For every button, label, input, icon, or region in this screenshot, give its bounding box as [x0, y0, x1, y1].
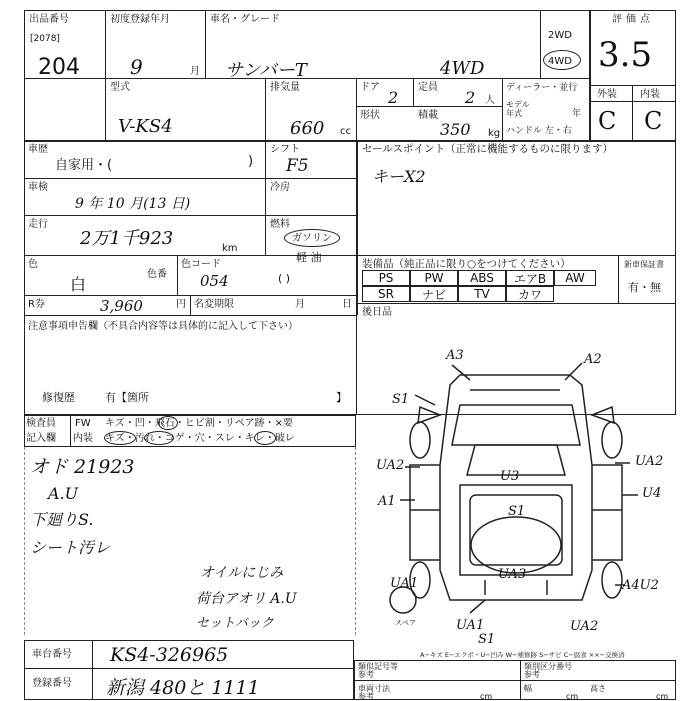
drive-2wd: 2WD	[548, 30, 572, 41]
divider	[190, 295, 191, 315]
equipment-item: PS	[362, 270, 410, 286]
note-line-2: A.U	[48, 484, 79, 503]
inspection: 9 年 10 月(13 日)	[75, 196, 191, 212]
interior-label: 内装	[640, 89, 660, 100]
color-code-label: 色コード	[181, 259, 221, 270]
damage-mark: S1	[478, 632, 496, 647]
ac-label: 冷房	[270, 182, 290, 193]
f-height-unit: cm	[656, 692, 669, 701]
chassis-number: KS4-326965	[110, 644, 229, 666]
exterior-grade: C	[598, 107, 617, 135]
dealer-label: ディーラー・並行	[506, 83, 578, 93]
fuel-selected-circle	[284, 229, 340, 247]
drive-4wd: 4WD	[548, 56, 572, 67]
usage-close: )	[248, 154, 254, 169]
sales-point-label: セールスポイント（正常に機能するものに限ります）	[362, 143, 614, 155]
damage-mark: A2	[584, 352, 602, 367]
f-width-unit: cm	[566, 692, 579, 701]
damage-mark: UA2	[570, 619, 599, 634]
divider	[177, 255, 178, 295]
divider	[589, 85, 676, 86]
mark-circle	[254, 431, 276, 445]
note-line-5: オイルにじみ	[200, 565, 284, 581]
f-ref-3: 参考	[358, 692, 374, 701]
guarantee-label: 新車保証書	[624, 260, 664, 269]
inspector-label-2: 記入欄	[26, 433, 56, 444]
note-line-4: シート汚レ	[30, 538, 111, 557]
equipment-item: エアB	[506, 270, 554, 286]
divider	[520, 660, 521, 700]
divider	[24, 255, 676, 256]
fuel-other: 軽 油	[296, 251, 322, 264]
name-change-day: 日	[342, 299, 352, 310]
color-code: 054	[200, 272, 229, 290]
inspector-label-1: 検査員	[26, 418, 56, 429]
model-year-label: モデル年式	[506, 100, 530, 118]
f-ref-2: 参考	[524, 670, 540, 679]
mileage-unit: km	[222, 243, 238, 254]
f-ref-1: 参考	[358, 670, 374, 679]
inspector-fw: FW	[75, 418, 91, 429]
divider	[354, 680, 676, 681]
inspector-row2-prefix: 内装	[73, 433, 93, 444]
lot-no-label: 出品番号	[29, 14, 69, 25]
note-line-7: セットバック	[196, 616, 274, 631]
spare-label: スペア	[395, 619, 416, 627]
capacity: 2	[465, 88, 476, 107]
repair-value: 有【箇所	[105, 391, 149, 404]
divider	[356, 140, 358, 315]
divider	[24, 315, 356, 316]
displacement-label: 排気量	[270, 82, 300, 93]
divider	[632, 85, 633, 140]
inspector-row1: キズ・凹・飛石・ヒビ割・リペア跡・×要	[105, 418, 293, 429]
damage-mark: U4	[642, 486, 662, 501]
divider	[92, 640, 93, 700]
handle-label: ハンドル 左・右	[506, 126, 572, 136]
reg-label: 登録番号	[32, 678, 72, 689]
displacement-unit: cc	[340, 126, 351, 137]
note-line-3: 下廻りS.	[30, 510, 94, 529]
divider	[589, 10, 591, 140]
damage-legend: A−キズ E−エクボ・U−凹み W−補修跡 S−サビ C−腐食 ××−交換済	[420, 651, 625, 659]
color: 白	[70, 275, 87, 294]
damage-mark: UA2	[635, 454, 664, 469]
interior-grade: C	[644, 107, 663, 135]
grade: 4WD	[440, 58, 485, 79]
equipment-item: ABS	[458, 270, 506, 286]
damage-mark: UA3	[498, 567, 527, 582]
damage-mark: A1	[378, 494, 396, 509]
damage-mark: U3	[500, 469, 520, 484]
car-damage-diagram	[360, 345, 680, 647]
divider	[24, 140, 676, 142]
equipment-item: PW	[410, 270, 458, 286]
doors: 2	[388, 88, 399, 107]
f-len-unit: cm	[480, 692, 493, 701]
first-reg-label: 初度登録年月	[110, 14, 170, 25]
divider	[24, 668, 354, 669]
displacement: 660	[290, 118, 325, 139]
equipment-item: SR	[362, 286, 410, 302]
divider	[356, 78, 357, 140]
mark-circle	[144, 431, 174, 445]
color-label: 色	[28, 259, 38, 270]
note-line-1: オド 21923	[30, 456, 135, 478]
lot-code: [2078]	[30, 34, 60, 44]
divider	[70, 415, 71, 447]
divider	[356, 315, 357, 415]
damage-mark: A3	[446, 348, 464, 363]
load-unit: kg	[488, 128, 501, 139]
month-unit: 月	[190, 66, 200, 77]
sales-point: キーX2	[372, 167, 426, 186]
f-len-label: 車両寸法	[358, 684, 390, 693]
equipment-item: AW	[554, 270, 596, 286]
model: V-KS4	[118, 116, 173, 137]
year-unit: 年	[572, 109, 582, 119]
reg-number: 新潟 480と 1111	[106, 677, 260, 699]
mark-circle	[104, 431, 136, 445]
inspector-row2: キズ・汚れ・コゲ・穴・スレ・キレ・破レ	[105, 433, 295, 444]
after-items-label: 後日品	[362, 307, 392, 318]
fuel-paren: ( )	[278, 272, 291, 285]
notes-label: 注意事項申告欄（不具合内容等は具体的に記入して下さい）	[28, 321, 298, 332]
model-label: 型式	[110, 82, 130, 93]
recycle-unit: 円	[176, 299, 186, 310]
first-reg-year: 9	[130, 55, 143, 79]
f-height-label: 高さ	[590, 684, 606, 693]
car-name: サンバーT	[225, 60, 307, 81]
damage-mark: S1	[392, 392, 410, 407]
score: 3.5	[598, 35, 653, 75]
f-doc-label: 類似記号等	[358, 662, 398, 671]
divider	[356, 303, 676, 304]
f-pre-label: 類別区分番号	[524, 662, 572, 671]
usage: 自家用・(	[55, 158, 113, 173]
divider	[265, 140, 266, 255]
divider	[105, 10, 106, 140]
load-label: 積載	[418, 110, 438, 121]
capacity-unit: 人	[485, 95, 495, 106]
divider	[618, 255, 619, 303]
doors-label: ドア	[360, 82, 380, 93]
divider	[24, 178, 356, 179]
score-label: 評価点	[612, 14, 654, 25]
car-name-label: 車名・グレード	[210, 14, 280, 25]
shift: F5	[286, 156, 309, 176]
recycle-label: R券	[28, 299, 45, 310]
shape-label: 形状	[360, 110, 380, 121]
recycle: 3,960	[100, 297, 143, 315]
note-line-6: 荷台アオリ A.U	[196, 591, 297, 607]
damage-mark: A4U2	[622, 578, 659, 593]
mileage: 2万1千923	[80, 228, 174, 249]
damage-mark: UA1	[456, 618, 485, 633]
divider	[413, 78, 414, 106]
exterior-label: 外装	[597, 89, 617, 100]
repair-label: 修復歴	[42, 391, 75, 404]
usage-label: 車歴	[28, 144, 48, 155]
divider	[265, 78, 266, 140]
divider	[502, 78, 503, 140]
divider	[205, 10, 206, 78]
damage-mark: S1	[508, 504, 526, 519]
color-no-label: 色番	[147, 269, 167, 280]
name-change-label: 名変期限	[194, 299, 234, 310]
divider	[24, 215, 356, 216]
divider	[540, 10, 541, 78]
shift-label: シフト	[270, 144, 300, 155]
inspection-label: 車検	[28, 182, 48, 193]
name-change-month: 月	[295, 299, 305, 310]
capacity-label: 定員	[418, 82, 438, 93]
fuel-selected: ガソリン	[292, 233, 332, 244]
mark-circle	[158, 416, 178, 430]
guarantee-value: 有・無	[628, 281, 661, 294]
damage-mark: UA2	[376, 458, 405, 473]
divider	[589, 101, 676, 102]
repair-close: 】	[336, 391, 347, 404]
lot-number: 204	[38, 55, 80, 80]
equipment-item: カワ	[506, 286, 554, 302]
divider	[356, 106, 502, 107]
mileage-label: 走行	[28, 219, 48, 230]
f-width-label: 幅	[524, 684, 532, 693]
load: 350	[440, 120, 471, 139]
fuel-label: 燃料	[270, 219, 290, 230]
equipment-item: TV	[458, 286, 506, 302]
equipment-label: 装備品（純正品に限り○をつけてください）	[362, 258, 571, 270]
damage-mark: UA1	[390, 576, 419, 591]
drive-selected-circle	[543, 50, 581, 70]
chassis-label: 車台番号	[32, 649, 72, 660]
equipment-item: ナビ	[410, 286, 458, 302]
